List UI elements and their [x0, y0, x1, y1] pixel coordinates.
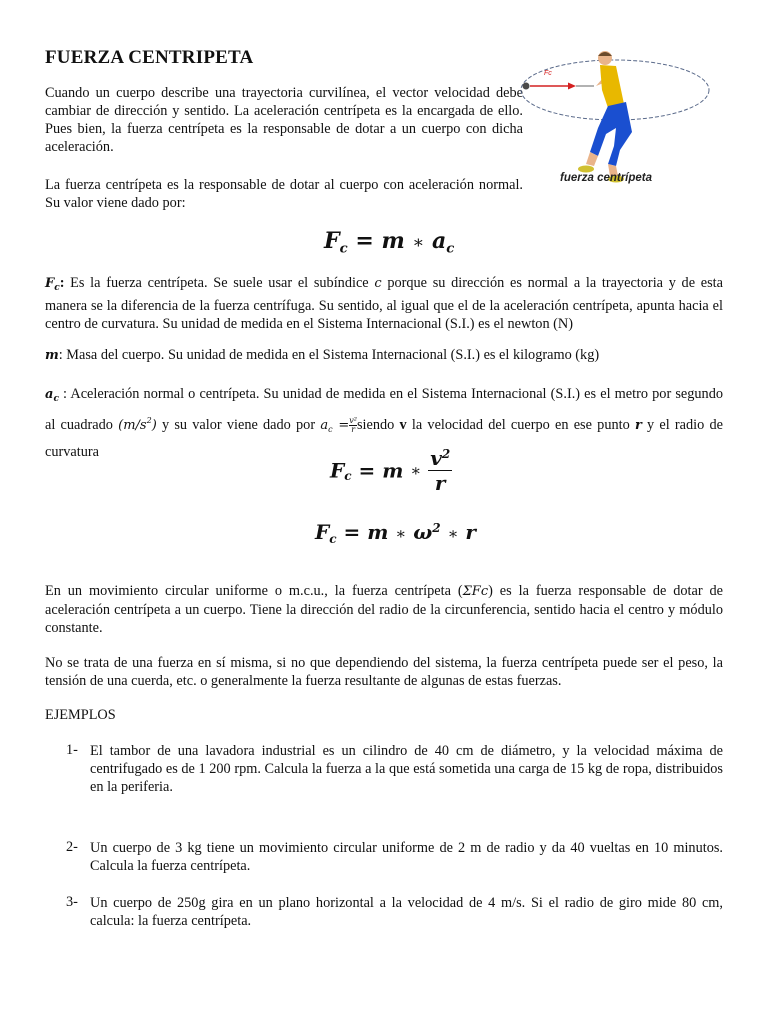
definition-m: m: Masa del cuerpo. Su unidad de medida en el Sistema Internacional (S.I.) es el kilogramo (kg): [45, 347, 600, 363]
definition-fc: $F_c$: Es la fuerza centrípeta. Se suele usar el subíndice c porque su dirección es normal a la trayectoria y de esta manera se la diferencia de la fuerza centrífuga. Su sentido, al igual que el de la aceleración centrípeta, apunta hacia el centro de curvatura. Su unidad de medida en el Sistema Internacional (S.I.) es el newton (N): [45, 275, 723, 332]
mcu-paragraph: En un movimiento circular uniforme o m.c.u., la fuerza centrípeta (ΣFc) es la fuerza responsable de dotar de aceleración centrípeta a un cuerpo. Tiene la dirección del radio de la circunferencia, sentido hacia el centro y módulo constante.: [45, 583, 724, 636]
inline-fraction: $\frac{\text{v²}}{r}$: [349, 416, 357, 435]
intro-paragraph: Cuando un cuerpo describe una trayectoria curvilínea, el vector velocidad debe cambiar de dirección y sentido. La aceleración centrípeta es la encargada de ello. Pues bien, la fuerza centrípeta es la responsable de dotar a un cuerpo con dicha aceleración.: [45, 85, 523, 155]
figure-caption: fuerza centrípeta: [560, 172, 653, 184]
example-text: Un cuerpo de 250g gira en un plano horizontal a la velocidad de 4 m/s. Si el radio de giro mide 80 cm, calcula: la fuerza centrípeta.: [90, 895, 723, 929]
athlete-hair: [598, 52, 612, 56]
example-text: El tambor de una lavadora industrial es un cilindro de 40 cm de diámetro, y la velocidad máxima de centrifugado es de 1 200 rpm. Calcula la fuerza a la que está sometida una carga de 15 kg de ropa, distribuidos en la periferia.: [90, 743, 723, 795]
hammer-ball: [523, 83, 530, 90]
second-paragraph: La fuerza centrípeta es la responsable de dotar al cuerpo con aceleración normal. Su valor viene dado por:: [45, 177, 523, 211]
example-number: 3-: [66, 894, 78, 910]
formula-main: $F_c = m$ ∗ $a_c$: [324, 228, 455, 257]
example-text: Un cuerpo de 3 kg tiene un movimiento circular uniforme de 2 m de radio y da 40 vueltas en 10 minutos. Calcula la fuerza centrípeta.: [90, 840, 723, 874]
formula-velocity: $F_c = m$ ∗ $\frac{v^2}{r}$: [330, 446, 451, 495]
example-number: 1-: [66, 742, 78, 758]
arrow-head: [568, 83, 576, 90]
athlete-shirt: [600, 65, 624, 108]
example-number: 2-: [66, 839, 78, 855]
page-title: FUERZA CENTRIPETA: [45, 47, 254, 68]
vector-label: Fc: [544, 70, 552, 77]
force-paragraph: No se trata de una fuerza en sí misma, si no que dependiendo del sistema, la fuerza centrípeta puede ser el peso, la tensión de una cuerda, etc. o generalmente la fuerza resultante de algunas de estas fuerzas.: [45, 655, 723, 689]
velocity-fraction: $\frac{v^2}{r}$: [430, 446, 451, 495]
definition-ac: $a_c$ : Aceleración normal o centrípeta. Su unidad de medida en el Sistema Internacional (S.I.) es el metro por segundo al cuadrado $(m/s^2)$ y su valor viene dado por $a_c$ = $\frac{\text{v²}}{r}siendo$ v la velocidad del cuerpo en ese punto r y el radio de curvatura: [45, 386, 723, 460]
formula-omega: $F_c = m$ ∗ $\omega^2$ ∗ r: [315, 520, 476, 547]
examples-heading: EJEMPLOS: [45, 707, 116, 723]
